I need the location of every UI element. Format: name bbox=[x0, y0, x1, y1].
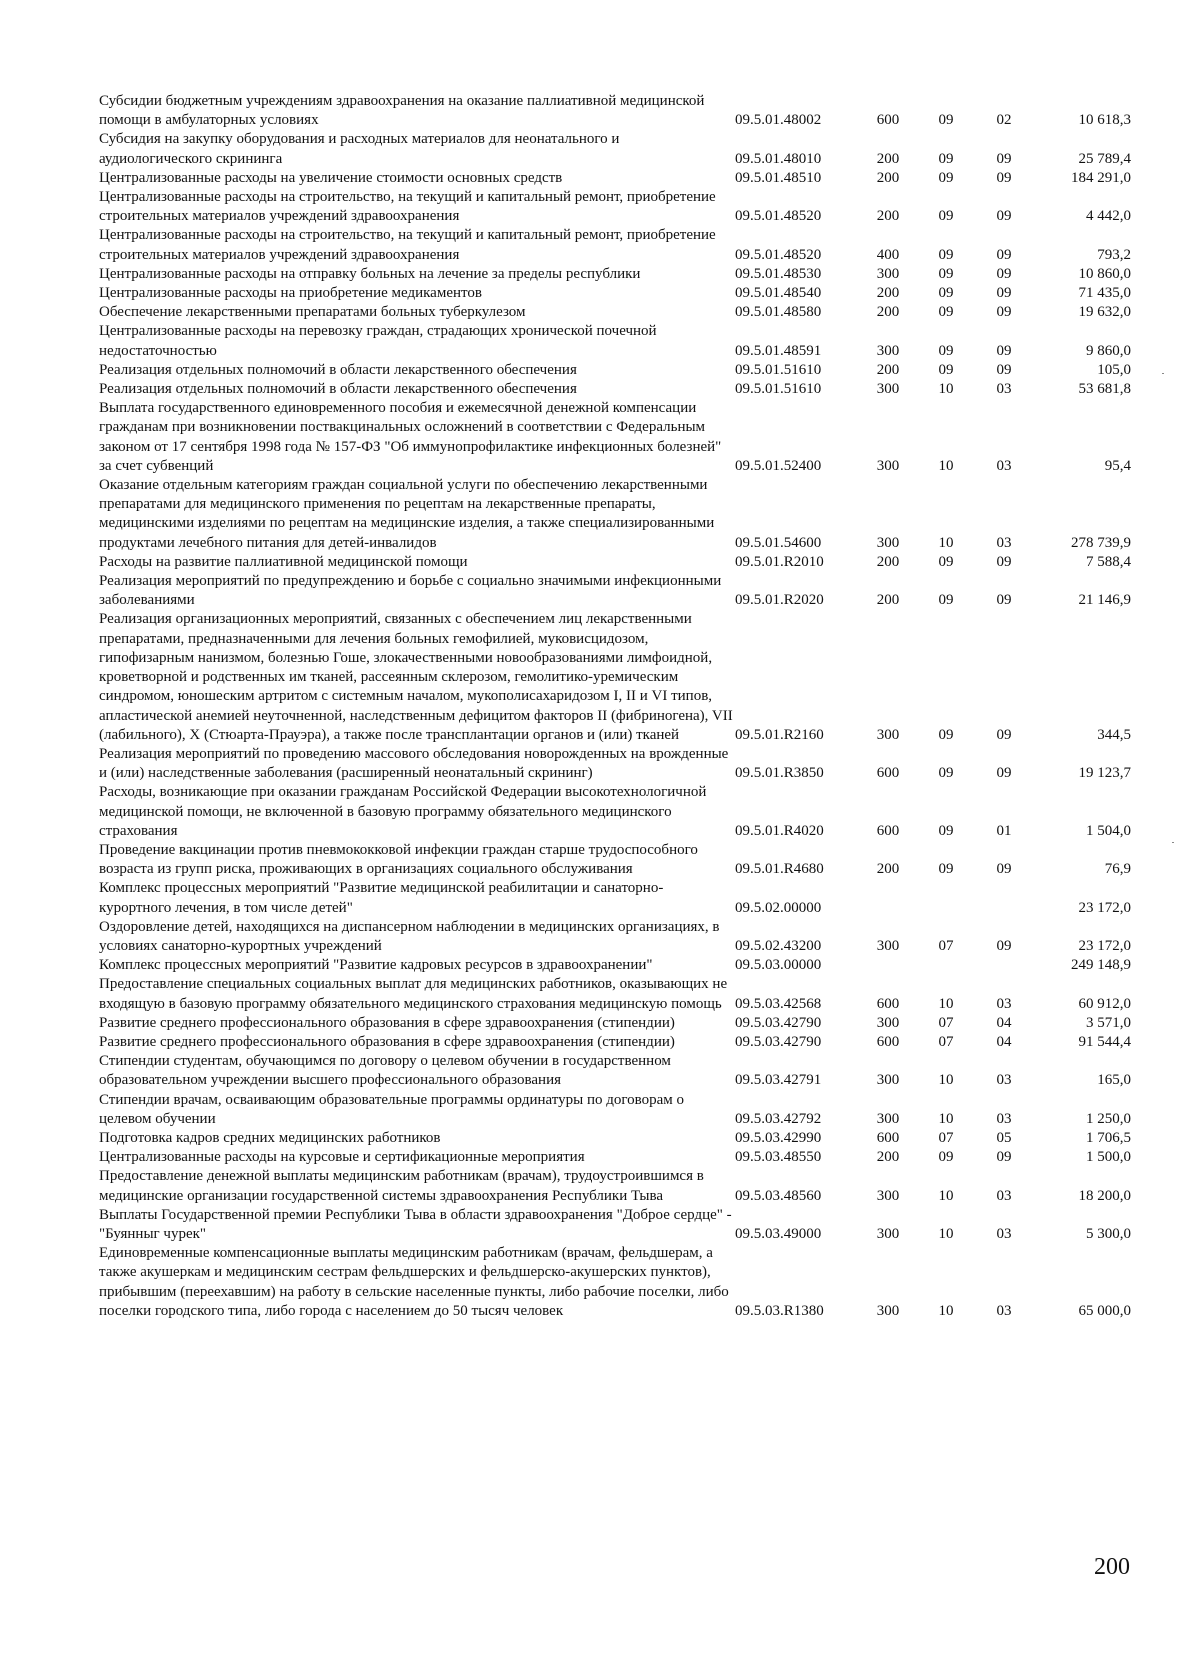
row-code: 09.5.01.48002 bbox=[735, 112, 822, 129]
row-section: 10 bbox=[938, 1110, 954, 1127]
row-section: 10 bbox=[938, 1072, 954, 1089]
row-section: 10 bbox=[938, 381, 954, 398]
table-row bbox=[99, 322, 1131, 360]
row-amount: 184 291,0 bbox=[1071, 169, 1131, 186]
row-amount: 10 860,0 bbox=[1078, 265, 1131, 282]
row-subsection: 09 bbox=[996, 285, 1012, 302]
row-section bbox=[917, 879, 975, 917]
table-row bbox=[99, 188, 1131, 226]
row-code: 09.5.01.R3850 bbox=[735, 765, 824, 782]
row-expense-type: 200 bbox=[876, 285, 900, 302]
row-subsection: 09 bbox=[996, 553, 1012, 570]
row-expense-type: 600 bbox=[876, 1033, 900, 1050]
row-name: Оказание отдельным категориям граждан социальной услуги по обеспечению лекарственными препаратами для медицинского применения по рецептам на лекарственные препараты, медицинскими изделиями по рецептам на медицинские изделия, а также специализированными продуктами лечебного питания для детей-инвалидов bbox=[99, 477, 715, 551]
row-name: Выплаты Государственной премии Республики Тыва в области здравоохранения "Доброе сердце" - "Буянныг чурек" bbox=[99, 1206, 732, 1242]
row-code: 09.5.03.42790 bbox=[735, 1033, 822, 1050]
table-row bbox=[99, 92, 1131, 130]
row-code: 09.5.03.42990 bbox=[735, 1129, 822, 1146]
row-name: Единовременные компенсационные выплаты медицинским работникам (врачам, фельдшерам, а также акушеркам и медицинским сестрам фельдшерских и фельдшерско-акушерских пунктов), прибывшим (переехавшим) на работу в сельские населенные пункты, либо рабочие поселки, либо поселки городского типа, либо города с населением до 50 тысяч человек bbox=[99, 1245, 729, 1319]
row-name: Реализация отдельных полномочий в области лекарственного обеспечения bbox=[99, 361, 577, 378]
row-expense-type: 300 bbox=[876, 726, 900, 743]
row-section: 09 bbox=[938, 112, 954, 129]
row-expense-type: 300 bbox=[876, 534, 900, 551]
budget-table bbox=[99, 92, 1131, 1321]
row-subsection: 02 bbox=[996, 112, 1012, 129]
row-expense-type: 600 bbox=[876, 1129, 900, 1146]
row-amount: 7 588,4 bbox=[1086, 553, 1131, 570]
row-amount: 5 300,0 bbox=[1086, 1225, 1131, 1242]
row-expense-type: 200 bbox=[876, 1149, 900, 1166]
row-code: 09.5.03.42791 bbox=[735, 1072, 822, 1089]
table-row bbox=[99, 1148, 1131, 1167]
table-row bbox=[99, 610, 1131, 744]
row-section: 09 bbox=[938, 726, 954, 743]
row-code: 09.5.03.R1380 bbox=[735, 1302, 824, 1319]
row-name: Развитие среднего профессионального образования в сфере здравоохранения (стипендии) bbox=[99, 1033, 675, 1050]
row-code: 09.5.01.48591 bbox=[735, 342, 822, 359]
row-amount: 165,0 bbox=[1097, 1072, 1131, 1089]
row-subsection: 01 bbox=[996, 822, 1012, 839]
row-section: 09 bbox=[938, 208, 954, 225]
row-name: Централизованные расходы на отправку больных на лечение за пределы республики bbox=[99, 265, 641, 282]
table-row bbox=[99, 265, 1131, 284]
row-expense-type: 600 bbox=[876, 822, 900, 839]
row-subsection: 09 bbox=[996, 304, 1012, 321]
row-subsection: 09 bbox=[996, 150, 1012, 167]
row-subsection: 03 bbox=[996, 1302, 1012, 1319]
table-row bbox=[99, 226, 1131, 264]
row-name: Субсидии бюджетным учреждениям здравоохранения на оказание паллиативной медицинской помощи в амбулаторных условиях bbox=[99, 93, 705, 129]
row-amount: 105,0 bbox=[1097, 361, 1131, 378]
row-subsection: 04 bbox=[996, 1014, 1012, 1031]
row-amount: 23 172,0 bbox=[1078, 899, 1131, 916]
row-expense-type: 200 bbox=[876, 553, 900, 570]
row-name: Реализация мероприятий по предупреждению и борьбе с социально значимыми инфекционными заболеваниями bbox=[99, 573, 722, 609]
row-code: 09.5.03.42792 bbox=[735, 1110, 822, 1127]
table-row bbox=[99, 169, 1131, 188]
row-subsection: 09 bbox=[996, 937, 1012, 954]
table-row bbox=[99, 918, 1131, 956]
row-subsection: 03 bbox=[996, 534, 1012, 551]
row-subsection: 09 bbox=[996, 246, 1012, 263]
row-code: 09.5.01.R4680 bbox=[735, 861, 824, 878]
row-code: 09.5.01.48520 bbox=[735, 246, 822, 263]
row-name: Развитие среднего профессионального образования в сфере здравоохранения (стипендии) bbox=[99, 1014, 675, 1031]
row-section: 10 bbox=[938, 534, 954, 551]
row-code: 09.5.03.48560 bbox=[735, 1187, 822, 1204]
row-code: 09.5.01.48510 bbox=[735, 169, 822, 186]
row-amount: 10 618,3 bbox=[1078, 112, 1131, 129]
row-code: 09.5.03.42790 bbox=[735, 1014, 822, 1031]
row-amount: 3 571,0 bbox=[1086, 1014, 1131, 1031]
row-section: 10 bbox=[938, 1187, 954, 1204]
row-name: Выплата государственного единовременного пособия и ежемесячной денежной компенсации гражданам при возникновении поствакцинальных осложнений в соответствии с Федеральным законом от 17 сентября 1998 года № 157-ФЗ "Об иммунопрофилактике инфекционных болезней" за счет субвенций bbox=[99, 400, 722, 474]
row-name: Централизованные расходы на приобретение медикаментов bbox=[99, 285, 482, 302]
row-subsection: 09 bbox=[996, 1149, 1012, 1166]
row-section bbox=[917, 956, 975, 975]
row-subsection: 09 bbox=[996, 592, 1012, 609]
row-subsection: 03 bbox=[996, 1072, 1012, 1089]
table-row bbox=[99, 879, 1131, 917]
row-section: 09 bbox=[938, 304, 954, 321]
row-amount: 76,9 bbox=[1104, 861, 1131, 878]
table-row bbox=[99, 841, 1131, 879]
row-name: Стипендии студентам, обучающимся по договору о целевом обучении в государственном образовательном учреждении высшего профессионального образования bbox=[99, 1053, 671, 1089]
row-amount: 1 250,0 bbox=[1086, 1110, 1131, 1127]
row-name: Обеспечение лекарственными препаратами больных туберкулезом bbox=[99, 304, 526, 321]
row-section: 09 bbox=[938, 861, 954, 878]
row-name: Централизованные расходы на строительство, на текущий и капитальный ремонт, приобретение строительных материалов учреждений здравоохранения bbox=[99, 227, 716, 263]
row-code: 09.5.02.43200 bbox=[735, 937, 822, 954]
row-code: 09.5.01.48520 bbox=[735, 208, 822, 225]
row-code: 09.5.03.42568 bbox=[735, 995, 822, 1012]
row-code: 09.5.03.48550 bbox=[735, 1149, 822, 1166]
row-section: 07 bbox=[938, 1033, 954, 1050]
row-amount: 1 500,0 bbox=[1086, 1149, 1131, 1166]
row-name: Реализация мероприятий по проведению массового обследования новорожденных на врожденные и (или) наследственные заболевания (расширенный неонатальный скрининг) bbox=[99, 745, 729, 782]
row-expense-type: 300 bbox=[876, 1110, 900, 1127]
row-expense-type bbox=[859, 879, 917, 917]
table-row bbox=[99, 1129, 1131, 1148]
table-row bbox=[99, 553, 1131, 572]
row-amount: 1 504,0 bbox=[1086, 822, 1131, 839]
row-amount: 53 681,8 bbox=[1078, 381, 1131, 398]
row-code: 09.5.03.00000 bbox=[735, 957, 822, 974]
table-row bbox=[99, 975, 1131, 1013]
row-name: Централизованные расходы на перевозку граждан, страдающих хронической почечной недостаточностью bbox=[99, 323, 657, 359]
row-section: 09 bbox=[938, 150, 954, 167]
row-expense-type: 300 bbox=[876, 265, 900, 282]
row-code: 09.5.01.48580 bbox=[735, 304, 822, 321]
table-row bbox=[99, 130, 1131, 168]
row-expense-type: 200 bbox=[876, 304, 900, 321]
row-subsection: 03 bbox=[996, 1225, 1012, 1242]
row-subsection: 04 bbox=[996, 1033, 1012, 1050]
row-code: 09.5.01.48540 bbox=[735, 285, 822, 302]
row-name: Предоставление специальных социальных выплат для медицинских работников, оказывающих не входящую в базовую программу обязательного медицинского страхования медицинскую помощь bbox=[99, 976, 728, 1012]
row-amount: 19 632,0 bbox=[1078, 304, 1131, 321]
row-name: Централизованные расходы на увеличение стоимости основных средств bbox=[99, 169, 563, 186]
row-section: 10 bbox=[938, 995, 954, 1012]
table-row bbox=[99, 956, 1131, 975]
row-amount: 4 442,0 bbox=[1086, 208, 1131, 225]
row-code: 09.5.01.54600 bbox=[735, 534, 822, 551]
row-section: 09 bbox=[938, 592, 954, 609]
row-code: 09.5.01.52400 bbox=[735, 457, 822, 474]
row-expense-type: 300 bbox=[876, 1014, 900, 1031]
row-subsection: 03 bbox=[996, 1110, 1012, 1127]
row-expense-type: 600 bbox=[876, 112, 900, 129]
row-name: Субсидия на закупку оборудования и расходных материалов для неонатального и аудиологического скрининга bbox=[99, 131, 620, 167]
row-subsection bbox=[975, 879, 1033, 917]
row-section: 07 bbox=[938, 1129, 954, 1146]
row-subsection: 09 bbox=[996, 726, 1012, 743]
row-code: 09.5.01.48530 bbox=[735, 265, 822, 282]
row-subsection: 09 bbox=[996, 361, 1012, 378]
row-amount: 278 739,9 bbox=[1071, 534, 1131, 551]
row-amount: 9 860,0 bbox=[1086, 342, 1131, 359]
row-expense-type: 300 bbox=[876, 1187, 900, 1204]
row-subsection: 03 bbox=[996, 1187, 1012, 1204]
row-name: Предоставление денежной выплаты медицинским работникам (врачам), трудоустроившимся в медицинские организации государственной системы здравоохранения Республики Тыва bbox=[99, 1168, 704, 1204]
row-amount: 19 123,7 bbox=[1078, 765, 1131, 782]
table-row bbox=[99, 1033, 1131, 1052]
row-expense-type: 200 bbox=[876, 592, 900, 609]
row-expense-type: 300 bbox=[876, 1072, 900, 1089]
row-section: 09 bbox=[938, 822, 954, 839]
scan-artifact bbox=[1162, 373, 1164, 374]
row-section: 09 bbox=[938, 553, 954, 570]
row-amount: 18 200,0 bbox=[1078, 1187, 1131, 1204]
row-code: 09.5.01.R4020 bbox=[735, 822, 824, 839]
table-row bbox=[99, 284, 1131, 303]
row-expense-type: 300 bbox=[876, 342, 900, 359]
row-section: 09 bbox=[938, 361, 954, 378]
row-subsection: 05 bbox=[996, 1129, 1012, 1146]
row-amount: 95,4 bbox=[1104, 457, 1131, 474]
row-name: Централизованные расходы на курсовые и сертификационные мероприятия bbox=[99, 1149, 585, 1166]
table-row bbox=[99, 745, 1131, 783]
row-expense-type: 600 bbox=[876, 765, 900, 782]
row-expense-type: 200 bbox=[876, 208, 900, 225]
row-expense-type: 300 bbox=[876, 457, 900, 474]
row-section: 10 bbox=[938, 1302, 954, 1319]
row-section: 10 bbox=[938, 457, 954, 474]
row-section: 09 bbox=[938, 1149, 954, 1166]
row-name: Реализация отдельных полномочий в области лекарственного обеспечения bbox=[99, 381, 577, 398]
row-name: Подготовка кадров средних медицинских работников bbox=[99, 1129, 441, 1146]
row-code: 09.5.01.R2010 bbox=[735, 553, 824, 570]
table-row bbox=[99, 1244, 1131, 1321]
row-subsection bbox=[975, 956, 1033, 975]
row-name: Комплекс процессных мероприятий "Развитие медицинской реабилитации и санаторно-курортного лечения, в том числе детей" bbox=[99, 880, 664, 916]
row-code: 09.5.01.48010 bbox=[735, 150, 822, 167]
row-section: 09 bbox=[938, 265, 954, 282]
row-section: 09 bbox=[938, 169, 954, 186]
row-subsection: 03 bbox=[996, 381, 1012, 398]
row-code: 09.5.01.R2160 bbox=[735, 726, 824, 743]
row-name: Комплекс процессных мероприятий "Развитие кадровых ресурсов в здравоохранении" bbox=[99, 957, 653, 974]
row-expense-type: 200 bbox=[876, 169, 900, 186]
row-section: 09 bbox=[938, 246, 954, 263]
row-amount: 25 789,4 bbox=[1078, 150, 1131, 167]
row-subsection: 03 bbox=[996, 995, 1012, 1012]
row-expense-type: 600 bbox=[876, 995, 900, 1012]
row-amount: 65 000,0 bbox=[1078, 1302, 1131, 1319]
row-code: 09.5.01.51610 bbox=[735, 381, 822, 398]
row-section: 09 bbox=[938, 285, 954, 302]
row-code: 09.5.02.00000 bbox=[735, 899, 822, 916]
row-code: 09.5.03.49000 bbox=[735, 1225, 822, 1242]
row-name: Проведение вакцинации против пневмококковой инфекции граждан старше трудоспособного возраста из групп риска, проживающих в организациях социального обслуживания bbox=[99, 841, 698, 878]
row-expense-type: 400 bbox=[876, 246, 900, 263]
table-row bbox=[99, 1206, 1131, 1244]
row-amount: 1 706,5 bbox=[1086, 1129, 1131, 1146]
table-row bbox=[99, 783, 1131, 841]
row-expense-type: 200 bbox=[876, 361, 900, 378]
row-amount: 249 148,9 bbox=[1071, 957, 1131, 974]
row-name: Стипендии врачам, осваивающим образовательные программы ординатуры по договорам о целевом обучении bbox=[99, 1091, 685, 1127]
row-subsection: 09 bbox=[996, 765, 1012, 782]
table-row bbox=[99, 380, 1131, 399]
row-expense-type: 300 bbox=[876, 937, 900, 954]
table-row bbox=[99, 572, 1131, 610]
row-subsection: 03 bbox=[996, 457, 1012, 474]
row-name: Оздоровление детей, находящихся на диспансерном наблюдении в медицинских организациях, в условиях санаторно-курортных учреждений bbox=[99, 918, 720, 954]
row-amount: 71 435,0 bbox=[1078, 285, 1131, 302]
table-row bbox=[99, 1167, 1131, 1205]
table-row bbox=[99, 1014, 1131, 1033]
row-section: 07 bbox=[938, 937, 954, 954]
row-amount: 344,5 bbox=[1097, 726, 1131, 743]
table-row bbox=[99, 1091, 1131, 1129]
table-row bbox=[99, 303, 1131, 322]
row-name: Реализация организационных мероприятий, связанных с обеспечением лиц лекарственными препаратами, предназначенными для лечения больных гемофилией, муковисцидозом, гипофизарным нанизмом, болезнью Гоше, злокачественными новообразованиями лимфоидной, кроветворной и родственных им тканей, рассеянным склерозом, гемолитико-уремическим синдромом, юношеским артритом с системным началом, мукополисахаридозом I, II и VI типов, апластической анемией неуточненной, наследственным дефицитом факторов II (фибриногена), VII (лабильного), X (Стюарта-Прауэра), а также после трансплантации органов и (или) тканей bbox=[99, 611, 733, 743]
row-expense-type bbox=[859, 956, 917, 975]
row-expense-type: 200 bbox=[876, 150, 900, 167]
row-code: 09.5.01.R2020 bbox=[735, 592, 824, 609]
row-section: 09 bbox=[938, 765, 954, 782]
row-section: 09 bbox=[938, 342, 954, 359]
row-section: 10 bbox=[938, 1225, 954, 1242]
row-subsection: 09 bbox=[996, 208, 1012, 225]
row-amount: 793,2 bbox=[1097, 246, 1131, 263]
row-expense-type: 300 bbox=[876, 1225, 900, 1242]
row-amount: 60 912,0 bbox=[1078, 995, 1131, 1012]
row-code: 09.5.01.51610 bbox=[735, 361, 822, 378]
row-amount: 21 146,9 bbox=[1078, 592, 1131, 609]
row-subsection: 09 bbox=[996, 265, 1012, 282]
table-row bbox=[99, 476, 1131, 553]
page-number: 200 bbox=[1094, 1554, 1130, 1580]
table-row bbox=[99, 361, 1131, 380]
table-row bbox=[99, 1052, 1131, 1090]
row-section: 07 bbox=[938, 1014, 954, 1031]
row-name: Расходы на развитие паллиативной медицинской помощи bbox=[99, 553, 468, 570]
row-expense-type: 300 bbox=[876, 1302, 900, 1319]
row-amount: 23 172,0 bbox=[1078, 937, 1131, 954]
row-subsection: 09 bbox=[996, 861, 1012, 878]
row-expense-type: 200 bbox=[876, 861, 900, 878]
table-row bbox=[99, 399, 1131, 476]
scan-artifact bbox=[1172, 842, 1174, 843]
row-name: Расходы, возникающие при оказании гражданам Российской Федерации высокотехнологичной медицинской помощи, не включенной в базовую программу обязательного медицинского страхования bbox=[99, 784, 707, 839]
row-expense-type: 300 bbox=[876, 381, 900, 398]
row-subsection: 09 bbox=[996, 342, 1012, 359]
row-subsection: 09 bbox=[996, 169, 1012, 186]
row-name: Централизованные расходы на строительство, на текущий и капитальный ремонт, приобретение строительных материалов учреждений здравоохранения bbox=[99, 189, 716, 225]
budget-table-body bbox=[99, 92, 1131, 1321]
row-amount: 91 544,4 bbox=[1078, 1033, 1131, 1050]
